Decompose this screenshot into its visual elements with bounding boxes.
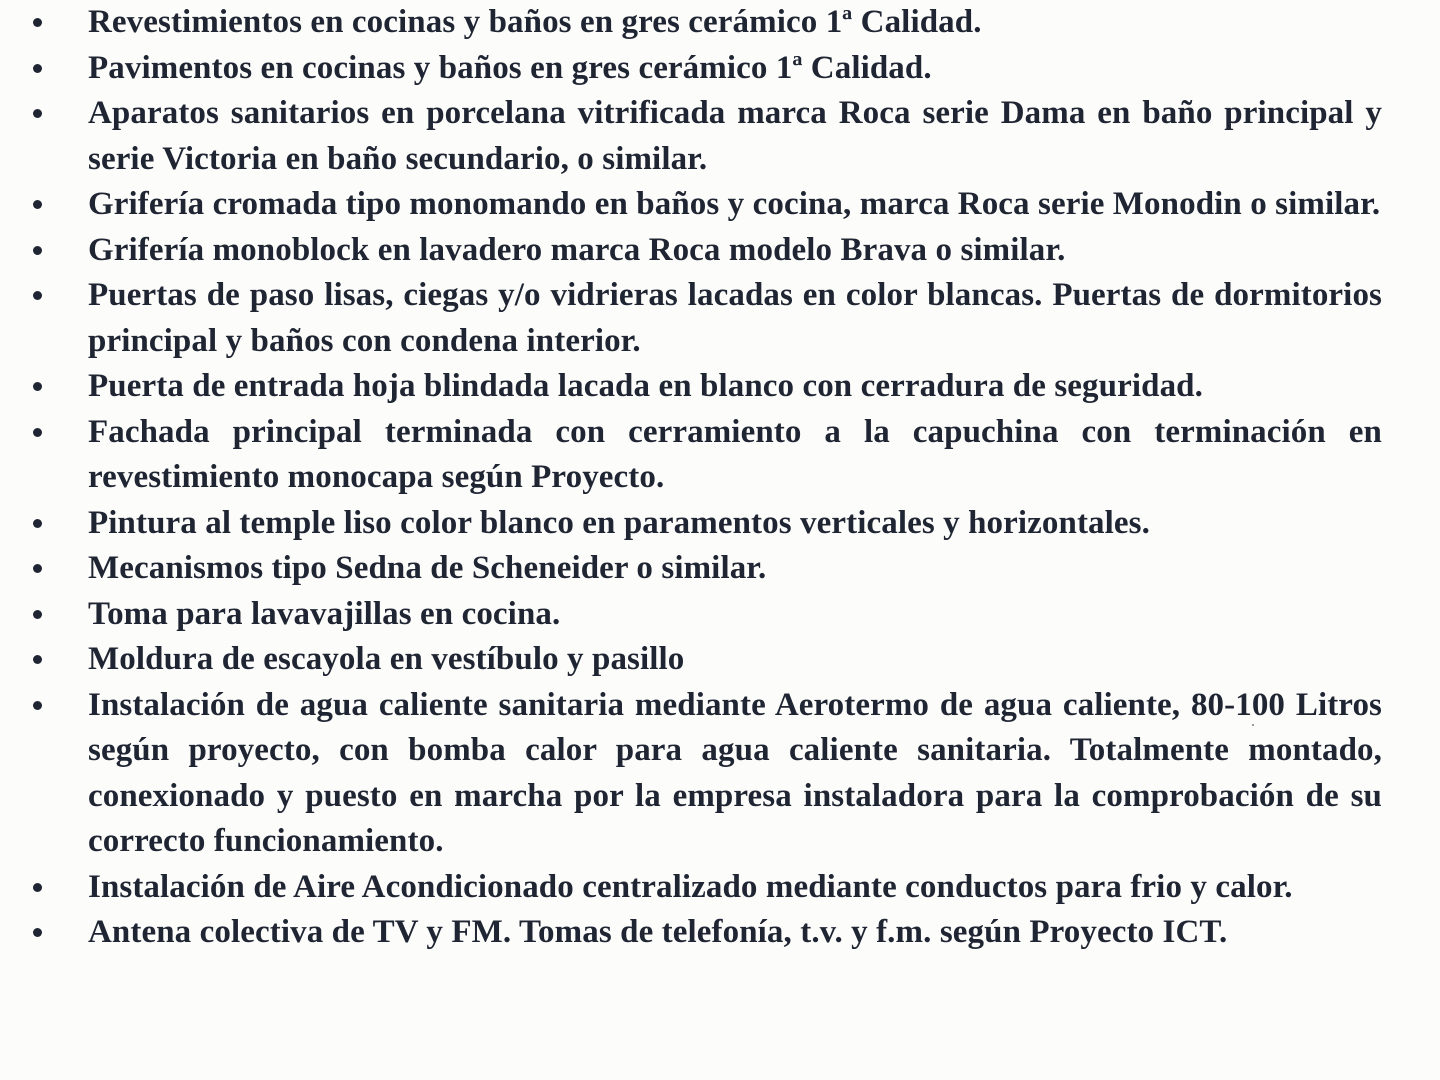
list-item [0, 637, 1440, 683]
bullet-icon [33, 428, 42, 437]
bullet-icon [33, 18, 42, 27]
scan-speck [1252, 724, 1254, 726]
bullet-icon [33, 64, 42, 73]
bullet-icon [33, 928, 42, 937]
list-item-text: Revestimientos en cocinas y baños en gres cerámico 1ª Calidad. [88, 4, 982, 40]
bullet-icon [33, 291, 42, 300]
list-item [0, 228, 1440, 274]
list-item [0, 91, 1440, 182]
list-item [0, 410, 1440, 501]
list-item [0, 546, 1440, 592]
bullet-icon [33, 883, 42, 892]
list-item-text: Pintura al temple liso color blanco en paramentos verticales y horizontales. [88, 504, 1150, 541]
list-item-text: Grifería monoblock en lavadero marca Roca modelo Brava o similar. [88, 231, 1066, 268]
bullet-icon [33, 109, 42, 118]
list-item [0, 46, 1440, 92]
list-item [0, 364, 1440, 410]
bullet-icon [33, 701, 42, 710]
list-item-text: Fachada principal terminada con cerramiento a la capuchina con terminación en revestimiento monocapa según Proyecto. [88, 413, 1382, 495]
list-item-text: Pavimentos en cocinas y baños en gres cerámico 1ª Calidad. [88, 49, 932, 86]
bullet-icon [33, 200, 42, 209]
list-item-text: Aparatos sanitarios en porcelana vitrificada marca Roca serie Dama en baño principal y serie Victoria en baño secundario, o similar. [88, 95, 1382, 177]
list-item [0, 182, 1440, 228]
bullet-icon [33, 246, 42, 255]
list-item-text: Antena colectiva de TV y FM. Tomas de telefonía, t.v. y f.m. según Proyecto ICT. [88, 914, 1228, 950]
list-item [0, 273, 1440, 364]
list-item-text: Mecanismos tipo Sedna de Scheneider o similar. [88, 550, 767, 586]
list-item-text: Toma para lavavajillas en cocina. [88, 595, 561, 632]
list-item [0, 683, 1440, 865]
bullet-icon [33, 655, 42, 664]
list-item-text: Puerta de entrada hoja blindada lacada en blanco con cerradura de seguridad. [88, 368, 1203, 404]
bullet-icon [33, 610, 42, 619]
bullet-icon [33, 564, 42, 573]
list-item-text: Moldura de escayola en vestíbulo y pasillo [88, 641, 685, 677]
list-item [0, 910, 1440, 956]
bullet-icon [33, 519, 42, 528]
list-item-text: Instalación de Aire Acondicionado centralizado mediante conductos para frio y calor. [88, 868, 1293, 905]
list-item-text: Grifería cromada tipo monomando en baños y cocina, marca Roca serie Monodin o similar. [88, 186, 1381, 222]
list-item-text: Instalación de agua caliente sanitaria mediante Aerotermo de agua caliente, 80-100 Litros según proyecto, con bomba calor para agua caliente sanitaria. Totalmente montado, conexionado y puesto en marcha por la empresa instaladora para la comprobación de su correcto funcionamiento. [88, 686, 1382, 859]
list-item [0, 501, 1440, 547]
list-item [0, 592, 1440, 638]
list-item [0, 0, 1440, 46]
list-item-text: Puertas de paso lisas, ciegas y/o vidrieras lacadas en color blancas. Puertas de dormitorios principal y baños con condena interior. [88, 277, 1382, 359]
list-item [0, 865, 1440, 911]
bullet-icon [33, 382, 42, 391]
